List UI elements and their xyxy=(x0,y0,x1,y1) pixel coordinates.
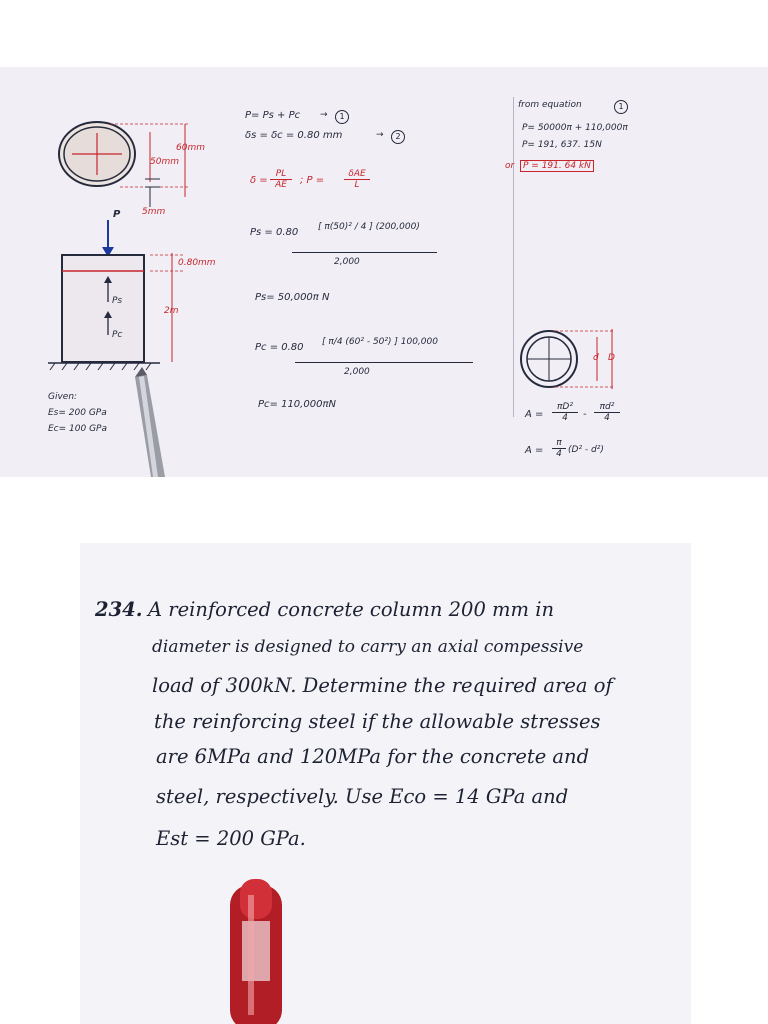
p-value: P= 191, 637. 15N xyxy=(522,140,602,150)
pc-label: Pc xyxy=(112,330,123,340)
height-label: 2m xyxy=(164,306,179,316)
eq1-circled-number: 1 xyxy=(335,110,349,124)
problem-photo xyxy=(80,543,691,1024)
equation-1: P= Ps + Pc xyxy=(245,110,301,121)
p-lhs: ; P = xyxy=(300,175,325,186)
pc-lhs: Pc = 0.80 xyxy=(255,342,304,353)
ps-bracket: [ π(50)² / 4 ] (200,000) xyxy=(318,222,420,232)
eq1-arrow: → xyxy=(320,110,328,120)
ps-fraction-bar xyxy=(292,252,437,253)
problem-line-7: Est = 200 GPa. xyxy=(156,827,306,850)
p-sum: P= 50000π + 110,000π xyxy=(522,123,628,133)
given-es: Es= 200 GPa xyxy=(48,408,107,418)
solution-photo xyxy=(0,67,768,477)
delta-fraction: $\frac{PL}{AE}$ xyxy=(270,169,292,190)
dim-wall: 5mm xyxy=(142,207,166,217)
area1-minus: - xyxy=(583,409,587,420)
problem-line-2: diameter is designed to carry an axial compessive xyxy=(152,637,584,657)
from-equation: from equation xyxy=(518,100,582,110)
eq2-arrow: → xyxy=(376,130,384,140)
red-pen xyxy=(218,875,298,1024)
shortening-label: 0.80mm xyxy=(178,258,216,268)
ring-D-label: D xyxy=(608,353,615,363)
equation-2: δs = δc = 0.80 mm xyxy=(245,130,343,141)
area1-fraction-1: $\frac{\text{πD²}}{4}$ xyxy=(552,402,578,423)
area1-fraction-2: $\frac{\text{πd²}}{4}$ xyxy=(594,402,620,423)
dim-outer: 60mm xyxy=(176,143,205,153)
area2-lhs: A = xyxy=(525,445,544,456)
area2-fraction: $\frac{\pi}{4}$ xyxy=(552,438,566,459)
problem-line-5: are 6MPa and 120MPa for the concrete and xyxy=(156,745,590,768)
eq2-circled-number: 2 xyxy=(391,130,405,144)
pc-fraction-bar xyxy=(295,362,473,363)
problem-line-3: load of 300kN. Determine the required area of xyxy=(152,674,613,697)
given-ec: Ec= 100 GPa xyxy=(48,424,107,434)
pen-top xyxy=(125,367,185,477)
problem-line-4: the reinforcing steel if the allowable stresses xyxy=(154,710,601,733)
area2-rest: (D² - d²) xyxy=(568,445,604,455)
ps-result: Ps= 50,000π N xyxy=(255,292,330,303)
load-label: P xyxy=(113,209,121,220)
area1-lhs: A = xyxy=(525,409,544,420)
problem-line-1: A reinforced concrete column 200 mm in xyxy=(148,598,555,621)
page-divider xyxy=(513,97,514,417)
p-final-answer: P = 191. 64 kN xyxy=(520,160,594,172)
ring-d-label: d xyxy=(593,353,599,363)
problem-line-6: steel, respectively. Use Eco = 14 GPa and xyxy=(156,785,569,808)
p-fraction: δAE L xyxy=(344,169,370,190)
ps-label: Ps xyxy=(112,296,123,306)
delta-lhs: δ = xyxy=(250,175,268,186)
given-title: Given: xyxy=(48,392,78,402)
ps-lhs: Ps = 0.80 xyxy=(250,227,299,238)
from-eq-circled-number: 1 xyxy=(614,100,628,114)
pc-denominator: 2,000 xyxy=(344,367,370,377)
or-label: or xyxy=(505,161,515,171)
problem-number: 234. xyxy=(95,598,143,621)
dim-inner: 50mm xyxy=(150,157,179,167)
pc-bracket: [ π/4 (60² - 50²) ] 100,000 xyxy=(322,337,438,347)
pc-result: Pc= 110,000πN xyxy=(258,399,336,410)
ps-denominator: 2,000 xyxy=(334,257,360,267)
